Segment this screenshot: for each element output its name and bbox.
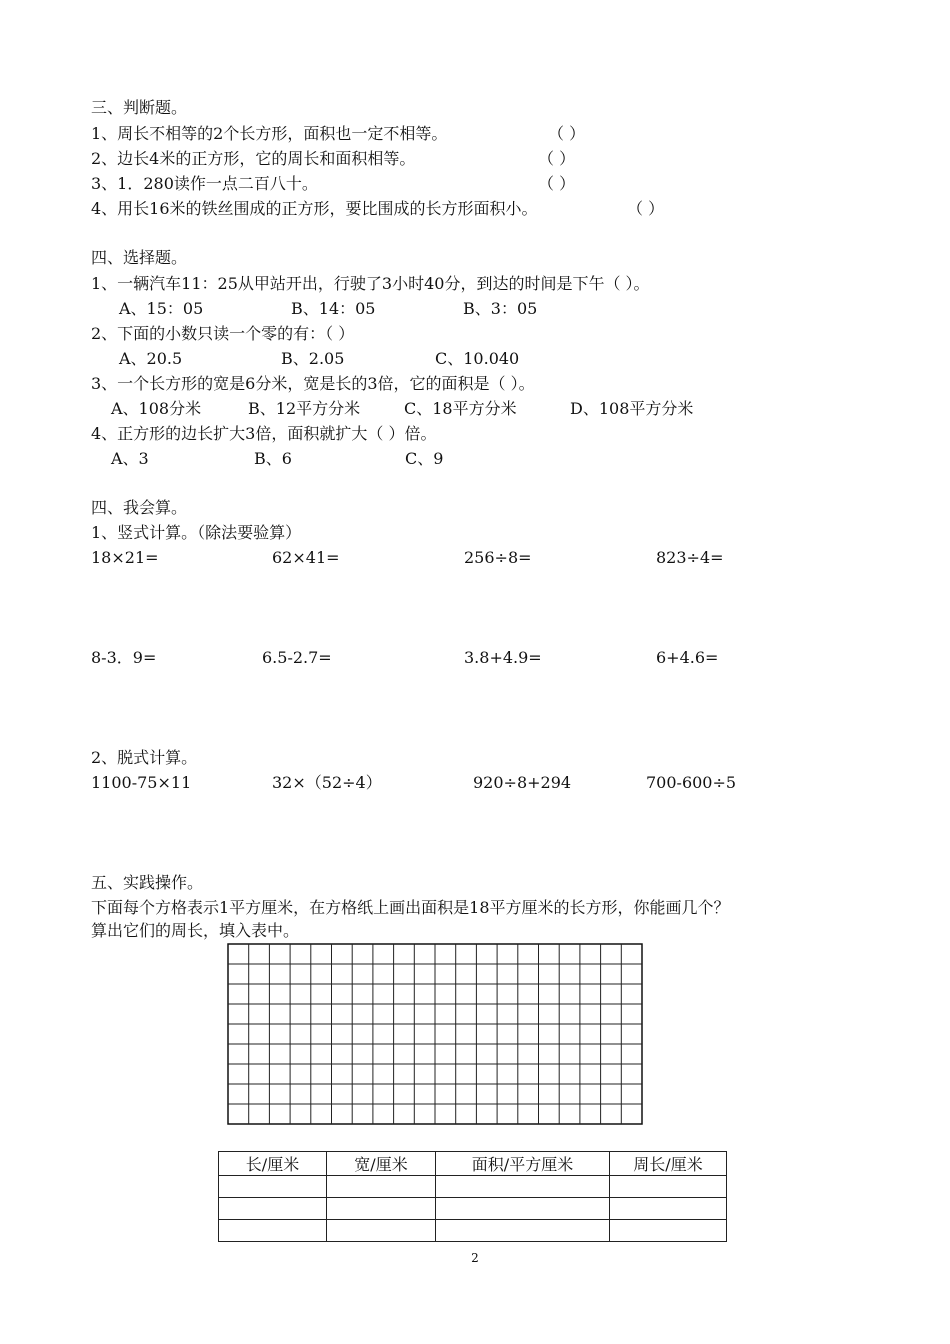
table-cell[interactable] <box>327 1198 436 1220</box>
choice-q4: 4、正方形的边长扩大3倍，面积就扩大（ ）倍。 <box>91 424 437 443</box>
table-cell[interactable] <box>327 1176 436 1198</box>
table-cell[interactable] <box>436 1176 610 1198</box>
judge-item-1: 1、周长不相等的2个长方形，面积也一定不相等。 <box>91 124 448 143</box>
judge-blank-3[interactable]: （ ） <box>538 174 576 193</box>
table-row <box>219 1220 727 1242</box>
table-cell[interactable] <box>610 1198 727 1220</box>
judge-blank-1[interactable]: （ ） <box>548 124 586 143</box>
calc-r1-1: 18×21= <box>91 548 159 567</box>
practice-desc-1: 下面每个方格表示1平方厘米，在方格纸上画出面积是18平方厘米的长方形，你能画几个？ <box>91 898 730 917</box>
calc-r2-4: 6+4.6= <box>656 648 719 667</box>
calc-r2-3: 3.8+4.9= <box>464 648 542 667</box>
table-cell[interactable] <box>610 1220 727 1242</box>
calc-r3-2: 32×（52÷4） <box>272 773 382 792</box>
calc-r1-4: 823÷4= <box>656 548 724 567</box>
choice-q3: 3、一个长方形的宽是6分米，宽是长的3倍，它的面积是（ ）。 <box>91 374 535 393</box>
grid-svg[interactable] <box>227 943 643 1125</box>
choice-q1-opt-b: B、14：05 <box>291 299 376 318</box>
choice-q1: 1、一辆汽车11：25从甲站开出，行驶了3小时40分，到达的时间是下午（ ）。 <box>91 274 650 293</box>
choice-q3-opt-b: B、12平方分米 <box>248 399 361 418</box>
table-header: 长/厘米 <box>219 1152 327 1176</box>
choice-heading: 四、选择题。 <box>91 248 188 267</box>
judge-item-4: 4、用长16米的铁丝围成的正方形，要比围成的长方形面积小。 <box>91 199 538 218</box>
choice-q2-opt-a: A、20.5 <box>119 349 183 368</box>
choice-q4-opt-b: B、6 <box>254 449 292 468</box>
calc-r2-2: 6.5-2.7= <box>262 648 332 667</box>
choice-q4-opt-c: C、9 <box>405 449 444 468</box>
practice-heading: 五、实践操作。 <box>91 873 204 892</box>
calc-r1-2: 62×41= <box>272 548 340 567</box>
judge-blank-2[interactable]: （ ） <box>538 149 576 168</box>
page-number: 2 <box>471 1251 479 1265</box>
calc-r2-1: 8-3．9= <box>91 648 157 667</box>
choice-q1-opt-a: A、15：05 <box>119 299 204 318</box>
calc-r3-4: 700-600÷5 <box>646 773 737 792</box>
table-header: 周长/厘米 <box>610 1152 727 1176</box>
choice-q1-opt-c: B、3：05 <box>463 299 538 318</box>
calc-r3-1: 1100-75×11 <box>91 773 192 792</box>
calc-r1-3: 256÷8= <box>464 548 532 567</box>
table-cell[interactable] <box>327 1220 436 1242</box>
calc-sub1: 1、竖式计算。（除法要验算） <box>91 523 302 542</box>
choice-q2-opt-b: B、2.05 <box>281 349 345 368</box>
table-header-row <box>219 1152 727 1176</box>
table-row <box>219 1176 727 1198</box>
practice-desc-2: 算出它们的周长，填入表中。 <box>91 921 300 940</box>
table-cell[interactable] <box>436 1198 610 1220</box>
calc-r3-3: 920÷8+294 <box>473 773 572 792</box>
judge-blank-4[interactable]: （ ） <box>627 199 665 218</box>
calc-sub2: 2、脱式计算。 <box>91 748 198 767</box>
table-cell[interactable] <box>610 1176 727 1198</box>
choice-q3-opt-c: C、18平方分米 <box>404 399 517 418</box>
table-header: 面积/平方厘米 <box>436 1152 610 1176</box>
calc-heading: 四、我会算。 <box>91 498 188 517</box>
choice-q2: 2、下面的小数只读一个零的有：（ ） <box>91 324 355 343</box>
table-cell[interactable] <box>219 1220 327 1242</box>
choice-q4-opt-a: A、3 <box>111 449 149 468</box>
judge-item-2: 2、边长4米的正方形，它的周长和面积相等。 <box>91 149 416 168</box>
choice-q2-opt-c: C、10.040 <box>435 349 520 368</box>
choice-q3-opt-a: A、108分米 <box>111 399 202 418</box>
result-table <box>218 1151 727 1242</box>
judge-item-3: 3、1．280读作一点二百八十。 <box>91 174 318 193</box>
table-cell[interactable] <box>436 1220 610 1242</box>
table-row <box>219 1198 727 1220</box>
table-cell[interactable] <box>219 1198 327 1220</box>
choice-q3-opt-d: D、108平方分米 <box>570 399 694 418</box>
square-grid[interactable] <box>227 943 643 1125</box>
table-cell[interactable] <box>219 1176 327 1198</box>
table-header: 宽/厘米 <box>327 1152 436 1176</box>
judge-heading: 三、判断题。 <box>91 98 188 117</box>
